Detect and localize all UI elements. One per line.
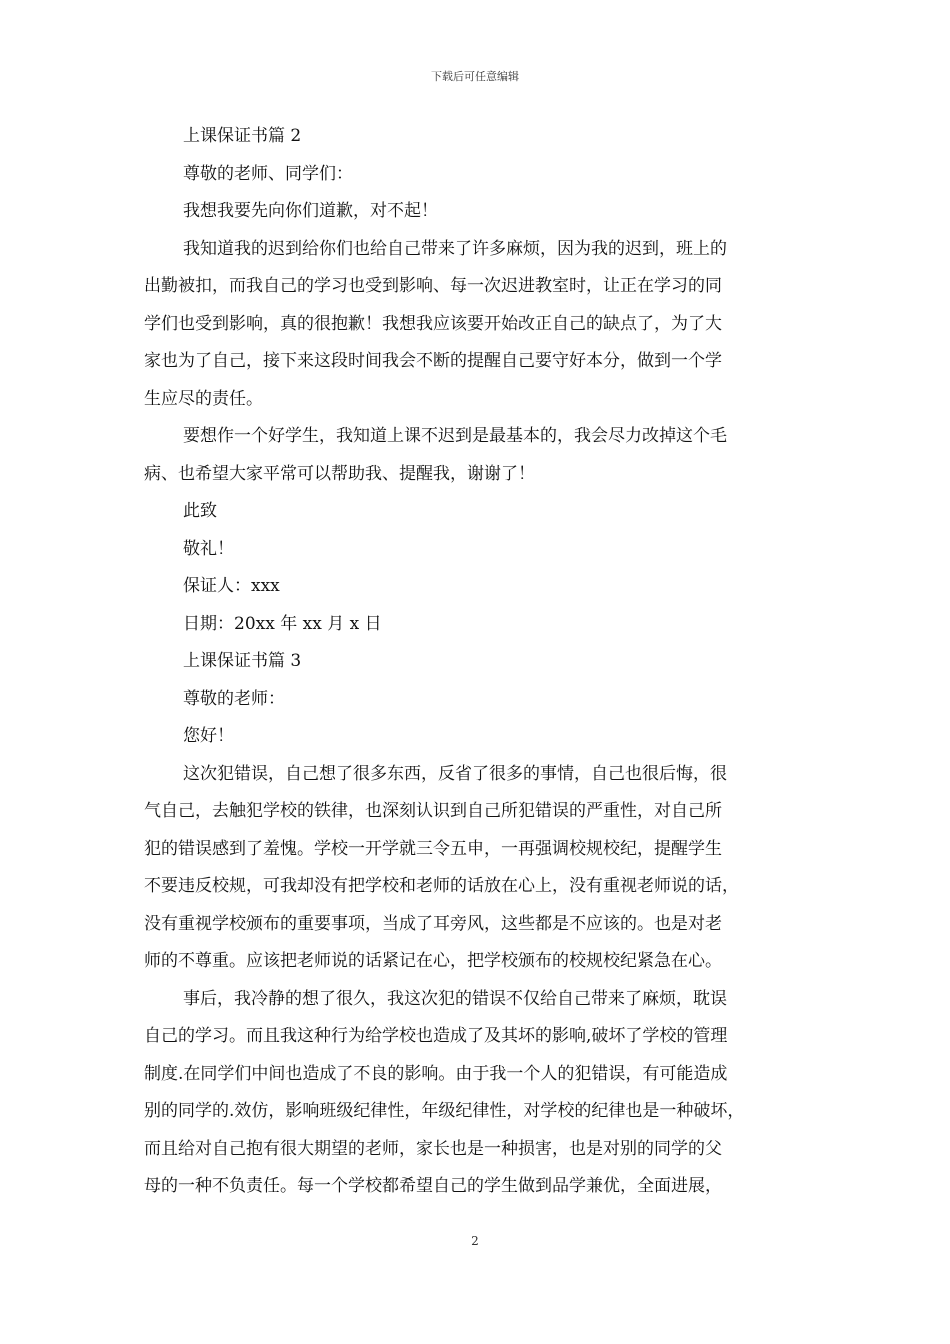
hello-line: 您好！ <box>183 726 234 746</box>
paragraph-line: 没有重视学校颁布的重要事项，当成了耳旁风，这些都是不应该的。也是对老 <box>144 913 722 934</box>
paragraph-line: 师的不尊重。应该把老师说的话紧记在心，把学校颁布的校规校纪紧急在心。 <box>144 951 722 971</box>
paragraph-1 <box>144 231 816 419</box>
closing-cizhi: 此致 <box>183 501 217 521</box>
paragraph-line: 事后，我冷静的想了很久，我这次犯的错误不仅给自己带来了麻烦，耽误 <box>183 988 727 1009</box>
paragraph-line: 我知道我的迟到给你们也给自己带来了许多麻烦，因为我的迟到，班上的 <box>183 238 727 259</box>
document-body <box>144 118 816 1206</box>
section-title-3: 上课保证书篇 3 <box>183 651 302 671</box>
closing-jingli: 敬礼！ <box>183 538 234 559</box>
paragraph-line: 生应尽的责任。 <box>144 388 263 409</box>
paragraph-line: 而且给对自己抱有很大期望的老师，家长也是一种损害，也是对别的同学的父 <box>144 1138 722 1159</box>
paragraph-line: 出勤被扣，而我自己的学习也受到影响、每一次迟进教室时，让正在学习的同 <box>144 276 722 296</box>
paragraph-4 <box>144 981 816 1206</box>
paragraph-line: 犯的错误感到了羞愧。学校一开学就三令五申，一再强调校规校纪，提醒学生 <box>144 838 722 859</box>
page-header-note: 下载后可任意编辑 <box>431 70 519 83</box>
paragraph-line: 这次犯错误，自己想了很多东西，反省了很多的事情，自己也很后悔，很 <box>183 763 727 784</box>
paragraph-line: 别的同学的.效仿，影响班级纪律性，年级纪律性，对学校的纪律也是一种破坏， <box>144 1101 745 1121</box>
paragraph-line: 制度.在同学们中间也造成了不良的影响。由于我一个人的犯错误，有可能造成 <box>144 1063 728 1084</box>
date-line: 日期：20xx 年 xx 月 x 日 <box>183 613 382 634</box>
section-title-2: 上课保证书篇 2 <box>183 126 302 146</box>
paragraph-2 <box>144 418 816 493</box>
paragraph-line: 自己的学习。而且我这种行为给学校也造成了及其坏的影响,破坏了学校的管理 <box>144 1026 728 1046</box>
paragraph-line: 母的一种不负责任。每一个学校都希望自己的学生做到品学兼优，全面进展， <box>144 1176 722 1196</box>
paragraph-line: 家也为了自己，接下来这段时间我会不断的提醒自己要守好本分，做到一个学 <box>144 351 722 371</box>
paragraph-line: 病、也希望大家平常可以帮助我、提醒我，谢谢了！ <box>144 463 535 484</box>
paragraph-line: 学们也受到影响，真的很抱歉！我想我应该要开始改正自己的缺点了，为了大 <box>144 313 722 334</box>
greeting-3: 尊敬的老师： <box>183 688 285 709</box>
paragraph-line: 不要违反校规，可我却没有把学校和老师的话放在心上，没有重视老师说的话， <box>144 876 739 896</box>
page-number: 2 <box>471 1234 479 1248</box>
paragraph-line: 要想作一个好学生，我知道上课不迟到是最基本的，我会尽力改掉这个毛 <box>183 426 727 446</box>
guarantor-line: 保证人：xxx <box>183 576 280 596</box>
paragraph-3 <box>144 756 816 981</box>
apology-line: 我想我要先向你们道歉，对不起！ <box>183 201 438 221</box>
paragraph-line: 气自己，去触犯学校的铁律，也深刻认识到自己所犯错误的严重性，对自己所 <box>144 801 722 821</box>
greeting-2: 尊敬的老师、同学们： <box>183 163 353 184</box>
